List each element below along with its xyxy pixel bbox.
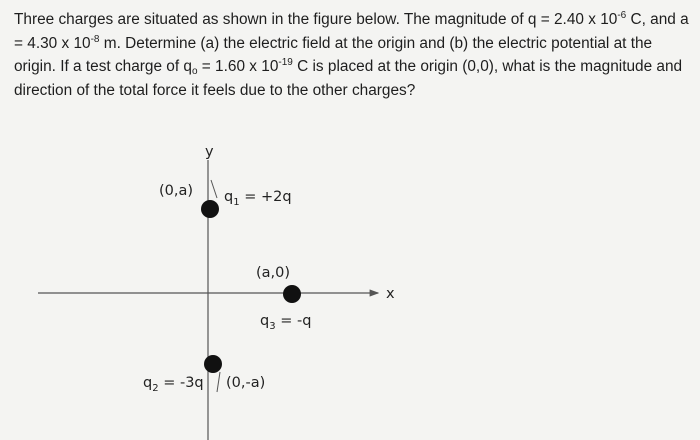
charge-q1-label-divider bbox=[211, 180, 217, 198]
y-axis-label: y bbox=[205, 144, 214, 160]
charge-q2-dot bbox=[204, 355, 222, 373]
charge-q2-position-label: (0,-a) bbox=[226, 375, 266, 391]
charge-q2-value-label: $q_2 = -3q$ bbox=[143, 375, 204, 394]
problem-line-4: direction of the total force it feels due to the other charges? bbox=[14, 81, 416, 99]
problem-line-3: origin. If a test charge of $q_o = 1.60$ x $10^{-19}$ C is placed at the origin (0,0), what is the magnitude and bbox=[14, 57, 683, 78]
charge-q1-value-label: $q_1 = +2q$ bbox=[224, 189, 292, 208]
x-axis-label: x bbox=[386, 286, 395, 302]
charge-q3-value-label: $q_3 = -q$ bbox=[260, 313, 312, 332]
charge-q2-label-divider bbox=[217, 372, 220, 392]
problem-line-2: = 4.30 x $10^{-8}$ m. Determine (a) the electric field at the origin and (b) the electric potential at the bbox=[14, 33, 653, 52]
charge-q1-dot bbox=[201, 200, 219, 218]
charge-q3-position-label: (a,0) bbox=[256, 265, 291, 281]
charge-q1-position-label: (0,a) bbox=[159, 183, 194, 199]
problem-line-1: Three charges are situated as shown in the figure below. The magnitude of q = 2.40 x $10^{-6}$ C, and a bbox=[14, 10, 689, 28]
charge-q3-dot bbox=[283, 285, 301, 303]
